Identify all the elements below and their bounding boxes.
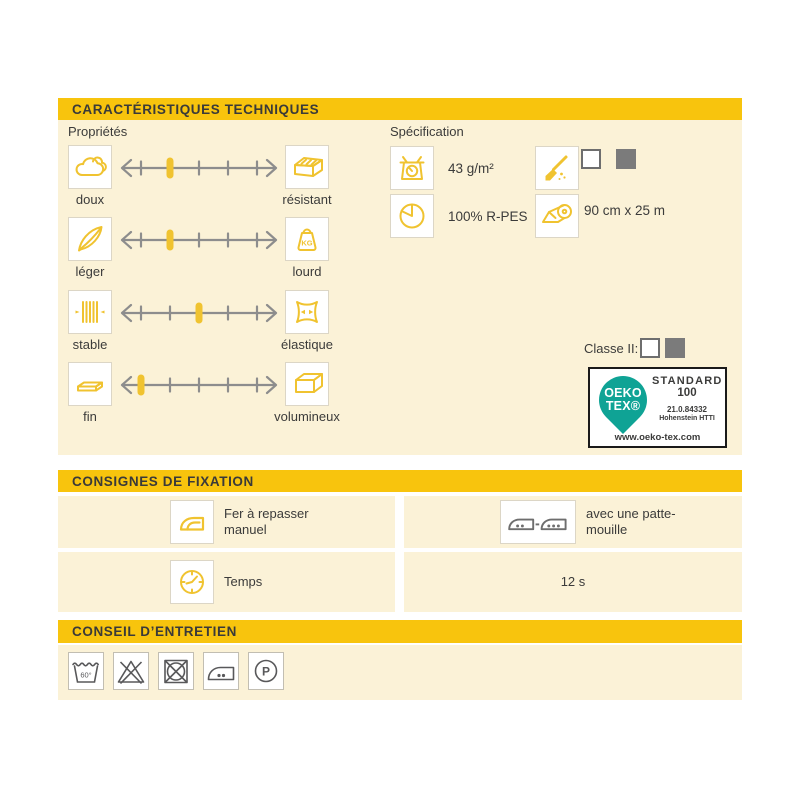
section-header-entretien [58,620,742,643]
section-title: CONSIGNES DE FIXATION [72,473,254,489]
oeko-standard-number: 100 [677,387,697,399]
composition-iconbox [390,194,434,238]
weight-value: 43 g/m² [448,160,494,176]
oeko-brand-line1: OEKO [604,386,642,400]
iron-two-dots-icon [206,656,236,686]
dry-clean-p-icon [251,656,281,686]
kitchen-scale-icon [394,150,430,186]
double-iron-iconbox [500,500,576,544]
dry-clean-p-iconbox [248,652,284,690]
dimensions-value: 90 cm x 25 m [584,202,666,218]
resistant-iconbox [285,145,329,189]
classe-swatch-white [640,338,660,358]
specification-label: Spécification [390,124,464,139]
clock-icon [174,564,210,600]
brick-icon [289,149,325,185]
stable-iconbox [68,290,112,334]
no-bleach-icon [116,656,146,686]
no-tumble-dry-icon [161,656,191,686]
oeko-website: www.oeko-tex.com [614,432,701,443]
leger-lourd-scale [116,227,282,253]
no-tumble-dry-iconbox [158,652,194,690]
section-header-caracteristiques [58,98,742,120]
fin-volumineux-scale [116,372,282,398]
leger-label: léger [75,264,105,279]
stable-icon [72,294,108,330]
two-irons-icon [508,511,568,533]
stable-elastique-scale [116,300,282,326]
elastique-iconbox [285,290,329,334]
section-title: CARACTÉRISTIQUES TECHNIQUES [72,101,320,117]
oeko-tex-label [588,367,727,448]
fin-label: fin [83,409,97,424]
feather-icon [72,221,108,257]
oeko-standard-word: STANDARD [652,375,723,387]
section-title: CONSEIL D’ENTRETIEN [72,624,237,639]
oeko-institute: Hohenstein HTTI [659,415,715,422]
resistant-label: résistant [282,192,332,207]
fixation-cell-temps [58,552,395,612]
wash-temp-text: 60° [80,670,92,680]
thin-icon [72,366,108,402]
color-swatch-gray [616,149,636,169]
oeko-tex-logo [589,366,657,434]
dimensions-iconbox [535,194,579,238]
color-iconbox [535,146,579,190]
fin-iconbox [68,362,112,406]
section-header-fixation [58,470,742,492]
pie-chart-icon [394,198,430,234]
properties-label: Propriétés [68,124,128,139]
dry-clean-letter: P [261,664,271,679]
care-symbols-row [68,652,284,690]
no-bleach-iconbox [113,652,149,690]
kg-weight-icon [289,221,325,257]
composition-value: 100% R-PES [448,208,528,224]
volumineux-label: volumineux [274,409,340,424]
cloud-icon [72,149,108,185]
lourd-label: lourd [292,264,322,279]
fixation-cell-iron [58,496,395,548]
fixation-iron-text: Fer à repasser manuel [224,506,309,537]
fabric-roll-icon [539,198,575,234]
leger-iconbox [68,217,112,261]
classe-swatch-gray [665,338,685,358]
fixation-cell-pattemouille [404,496,742,548]
iron-iconbox [170,500,214,544]
oeko-brand-line2: TEX® [605,399,641,413]
fixation-pattemouille-text: avec une patte-mouille [586,506,676,537]
volumineux-iconbox [285,362,329,406]
brush-icon [539,150,575,186]
iron-icon [174,504,210,540]
doux-label: doux [75,192,105,207]
fixation-cell-duree [404,552,742,612]
lourd-iconbox [285,217,329,261]
fixation-duree-value: 12 s [560,574,586,589]
oeko-cert-number: 21.0.84332 [666,405,708,414]
color-swatch-white [581,149,601,169]
wash-60-iconbox [68,652,104,690]
wash-60-icon [71,656,101,686]
weight-iconbox [390,146,434,190]
voluminous-icon [289,366,325,402]
doux-iconbox [68,145,112,189]
stable-label: stable [72,337,108,352]
fixation-temps-label: Temps [224,574,263,589]
elastic-icon [289,294,325,330]
kg-text: KG [301,238,313,248]
clock-iconbox [170,560,214,604]
iron-two-dots-iconbox [203,652,239,690]
doux-resistant-scale [116,155,282,181]
elastique-label: élastique [280,337,334,352]
classe-label: Classe II: [584,341,639,356]
